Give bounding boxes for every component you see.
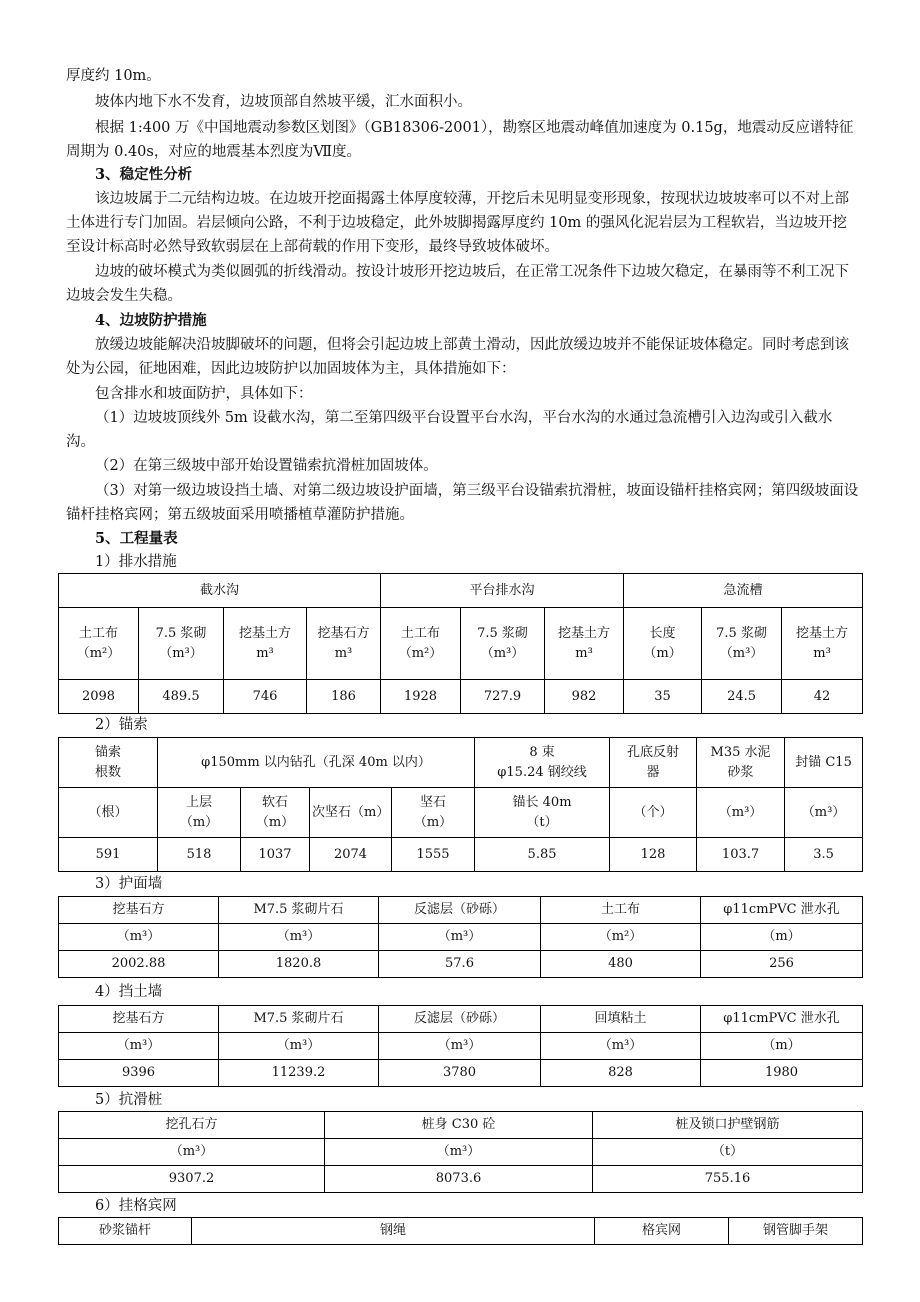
table-cell: 24.5 bbox=[702, 680, 782, 714]
unit-cell: （m） bbox=[701, 1033, 863, 1060]
column-header: 坚石 （m） bbox=[392, 788, 475, 838]
table-cell: 5.85 bbox=[475, 838, 610, 872]
table-cell: 35 bbox=[624, 680, 702, 714]
column-header: 回填粘土 bbox=[541, 1006, 701, 1033]
column-header: 锚长 40m （t） bbox=[475, 788, 610, 838]
table-title-drainage: 1）排水措施 bbox=[95, 554, 177, 570]
drainage-table bbox=[58, 573, 863, 714]
table-cell: 1037 bbox=[241, 838, 310, 872]
unit-cell: （m³） bbox=[325, 1139, 593, 1166]
column-header: 桩及锁口护壁钢筋 bbox=[593, 1112, 863, 1139]
paragraph-stability-2: 边坡的破坏模式为类似圆弧的折线滑动。按设计坡形开挖边坡后，在正常工况条件下边坡欠稳定，在暴雨等不利工况下边坡会发生失稳。 bbox=[66, 264, 849, 304]
unit-cell: （m³） bbox=[379, 1033, 541, 1060]
column-header: 封锚 C15 bbox=[785, 738, 863, 788]
column-header: 软石 （m） bbox=[241, 788, 310, 838]
column-header: 8 束 φ15.24 钢绞线 bbox=[475, 738, 610, 788]
group-header: 急流槽 bbox=[624, 574, 863, 608]
table-cell: 3.5 bbox=[785, 838, 863, 872]
column-header: 反滤层（砂砾） bbox=[379, 897, 541, 924]
table-title-gabion-net: 6）挂格宾网 bbox=[95, 1198, 177, 1214]
column-header: （根） bbox=[59, 788, 158, 838]
table-row bbox=[59, 680, 863, 714]
face-wall-table bbox=[58, 896, 863, 978]
table-cell: 755.16 bbox=[593, 1166, 863, 1193]
column-header: 上层 （m） bbox=[158, 788, 241, 838]
column-header: 挖基石方 m³ bbox=[307, 608, 381, 680]
paragraph-measure-2: （2）在第三级坡中部开始设置锚索抗滑桩加固坡体。 bbox=[95, 458, 438, 474]
paragraph-measure-1: （1）边坡坡顶线外 5m 设截水沟，第二至第四级平台设置平台水沟，平台水沟的水通过急流槽引入边沟或引入截水沟。 bbox=[66, 410, 833, 450]
column-header: 7.5 浆砌 （m³） bbox=[461, 608, 545, 680]
table-cell: 256 bbox=[701, 951, 863, 978]
paragraph-seismic: 根据 1:400 万《中国地震动参数区划图》（GB18306-2001），勘察区地震动峰值加速度为 0.15g，地震动反应谱特征周期为 0.40s，对应的地震基本烈度为Ⅶ度。 bbox=[66, 120, 854, 160]
section-heading-protection: 4、边坡防护措施 bbox=[95, 312, 207, 329]
table-cell: 746 bbox=[224, 680, 307, 714]
table-cell: 9396 bbox=[59, 1060, 219, 1087]
unit-cell: （m³） bbox=[541, 1033, 701, 1060]
column-header: φ150mm 以内钻孔（孔深 40m 以内） bbox=[158, 738, 475, 788]
table-row bbox=[59, 838, 863, 872]
column-header: φ11cmPVC 泄水孔 bbox=[701, 897, 863, 924]
table-cell: 2002.88 bbox=[59, 951, 219, 978]
group-header: 截水沟 bbox=[59, 574, 381, 608]
table-row bbox=[59, 1166, 863, 1193]
unit-cell: （m³） bbox=[59, 924, 219, 951]
gabion-net-table bbox=[58, 1217, 863, 1245]
table-cell: 982 bbox=[545, 680, 624, 714]
column-header: 挖基土方 m³ bbox=[224, 608, 307, 680]
column-header: M7.5 浆砌片石 bbox=[219, 897, 379, 924]
table-cell: 57.6 bbox=[379, 951, 541, 978]
column-header: 土工布 （m²） bbox=[381, 608, 461, 680]
column-header: 7.5 浆砌 （m³） bbox=[702, 608, 782, 680]
table-row bbox=[59, 951, 863, 978]
table-title-anchor-cable: 2）锚索 bbox=[95, 717, 148, 733]
unit-cell: （m³） bbox=[59, 1139, 325, 1166]
table-cell: 9307.2 bbox=[59, 1166, 325, 1193]
column-header: 钢管脚手架 bbox=[729, 1218, 863, 1245]
table-cell: 103.7 bbox=[697, 838, 785, 872]
unit-cell: （m³） bbox=[219, 924, 379, 951]
column-header: 挖基石方 bbox=[59, 1006, 219, 1033]
table-cell: 828 bbox=[541, 1060, 701, 1087]
table-cell: 2098 bbox=[59, 680, 139, 714]
table-cell: 1820.8 bbox=[219, 951, 379, 978]
unit-cell: （m³） bbox=[219, 1033, 379, 1060]
column-header: 挖基土方 m³ bbox=[782, 608, 863, 680]
table-cell: 1928 bbox=[381, 680, 461, 714]
table-cell: 727.9 bbox=[461, 680, 545, 714]
table-cell: 591 bbox=[59, 838, 158, 872]
paragraph-measure-3: （3）对第一级边坡设挡土墙、对第二级边坡设护面墙，第三级平台设锚索抗滑桩，坡面设锚杆挂格宾网；第四级坡面设锚杆挂格宾网；第五级坡面采用喷播植草灌防护措施。 bbox=[66, 483, 859, 523]
table-cell: 489.5 bbox=[139, 680, 224, 714]
column-header: M7.5 浆砌片石 bbox=[219, 1006, 379, 1033]
table-cell: 128 bbox=[610, 838, 697, 872]
column-header: 桩身 C30 砼 bbox=[325, 1112, 593, 1139]
column-header: 7.5 浆砌 （m³） bbox=[139, 608, 224, 680]
paragraph-thickness: 厚度约 10m。 bbox=[66, 68, 161, 84]
table-cell: 186 bbox=[307, 680, 381, 714]
column-header: 土工布 （m²） bbox=[59, 608, 139, 680]
group-header: 平台排水沟 bbox=[381, 574, 624, 608]
unit-cell: （m³） bbox=[379, 924, 541, 951]
paragraph-stability-1: 该边坡属于二元结构边坡。在边坡开挖面揭露土体厚度较薄，开挖后未见明显变形现象，按现状边坡坡率可以不对上部土体进行专门加固。岩层倾向公路，不利于边坡稳定，此外坡脚揭露厚度约 10m 的强风化泥岩层为工程软岩，当边坡开挖至设计标高时必然导致软弱层在上部荷载的作用下变形，最终导致坡体破坏。 bbox=[66, 191, 849, 255]
table-cell: 2074 bbox=[310, 838, 392, 872]
column-header: 长度 （m） bbox=[624, 608, 702, 680]
anchor-cable-table bbox=[58, 737, 863, 872]
column-header: （m³） bbox=[785, 788, 863, 838]
anti-slide-pile-table bbox=[58, 1111, 863, 1193]
paragraph-groundwater: 坡体内地下水不发育，边坡顶部自然坡平缓，汇水面积小。 bbox=[95, 94, 472, 110]
table-row bbox=[59, 1060, 863, 1087]
section-heading-stability: 3、稳定性分析 bbox=[95, 166, 193, 183]
table-title-anti-slide-pile: 5）抗滑桩 bbox=[95, 1092, 163, 1108]
table-cell: 518 bbox=[158, 838, 241, 872]
unit-cell: （m） bbox=[701, 924, 863, 951]
unit-cell: （m²） bbox=[541, 924, 701, 951]
column-header: 锚索 根数 bbox=[59, 738, 158, 788]
column-header: 孔底反射 器 bbox=[610, 738, 697, 788]
table-cell: 1555 bbox=[392, 838, 475, 872]
table-cell: 1980 bbox=[701, 1060, 863, 1087]
column-header: 挖基土方 m³ bbox=[545, 608, 624, 680]
table-cell: 8073.6 bbox=[325, 1166, 593, 1193]
column-header: 挖基石方 bbox=[59, 897, 219, 924]
column-header: M35 水泥 砂浆 bbox=[697, 738, 785, 788]
table-cell: 3780 bbox=[379, 1060, 541, 1087]
unit-cell: （t） bbox=[593, 1139, 863, 1166]
paragraph-protection-2: 包含排水和坡面防护，具体如下： bbox=[95, 386, 313, 402]
table-cell: 11239.2 bbox=[219, 1060, 379, 1087]
column-header: 土工布 bbox=[541, 897, 701, 924]
column-header: 反滤层（砂砾） bbox=[379, 1006, 541, 1033]
column-header: 钢绳 bbox=[192, 1218, 595, 1245]
table-title-retaining-wall: 4）挡土墙 bbox=[95, 984, 163, 1000]
column-header: φ11cmPVC 泄水孔 bbox=[701, 1006, 863, 1033]
column-header: （个） bbox=[610, 788, 697, 838]
column-header: 格宾网 bbox=[595, 1218, 729, 1245]
column-header: 挖孔石方 bbox=[59, 1112, 325, 1139]
section-heading-quantities: 5、工程量表 bbox=[95, 530, 178, 547]
unit-cell: （m³） bbox=[59, 1033, 219, 1060]
column-header: （m³） bbox=[697, 788, 785, 838]
retaining-wall-table bbox=[58, 1005, 863, 1087]
column-header: 次坚石（m） bbox=[310, 788, 392, 838]
table-cell: 480 bbox=[541, 951, 701, 978]
table-title-face-wall: 3）护面墙 bbox=[95, 876, 163, 892]
column-header: 砂浆锚杆 bbox=[59, 1218, 192, 1245]
table-cell: 42 bbox=[782, 680, 863, 714]
paragraph-protection-1: 放缓边坡能解决沿坡脚破坏的问题，但将会引起边坡上部黄土滑动，因此放缓边坡并不能保证坡体稳定。同时考虑到该处为公园，征地困难，因此边坡防护以加固坡体为主，具体措施如下： bbox=[66, 337, 849, 377]
